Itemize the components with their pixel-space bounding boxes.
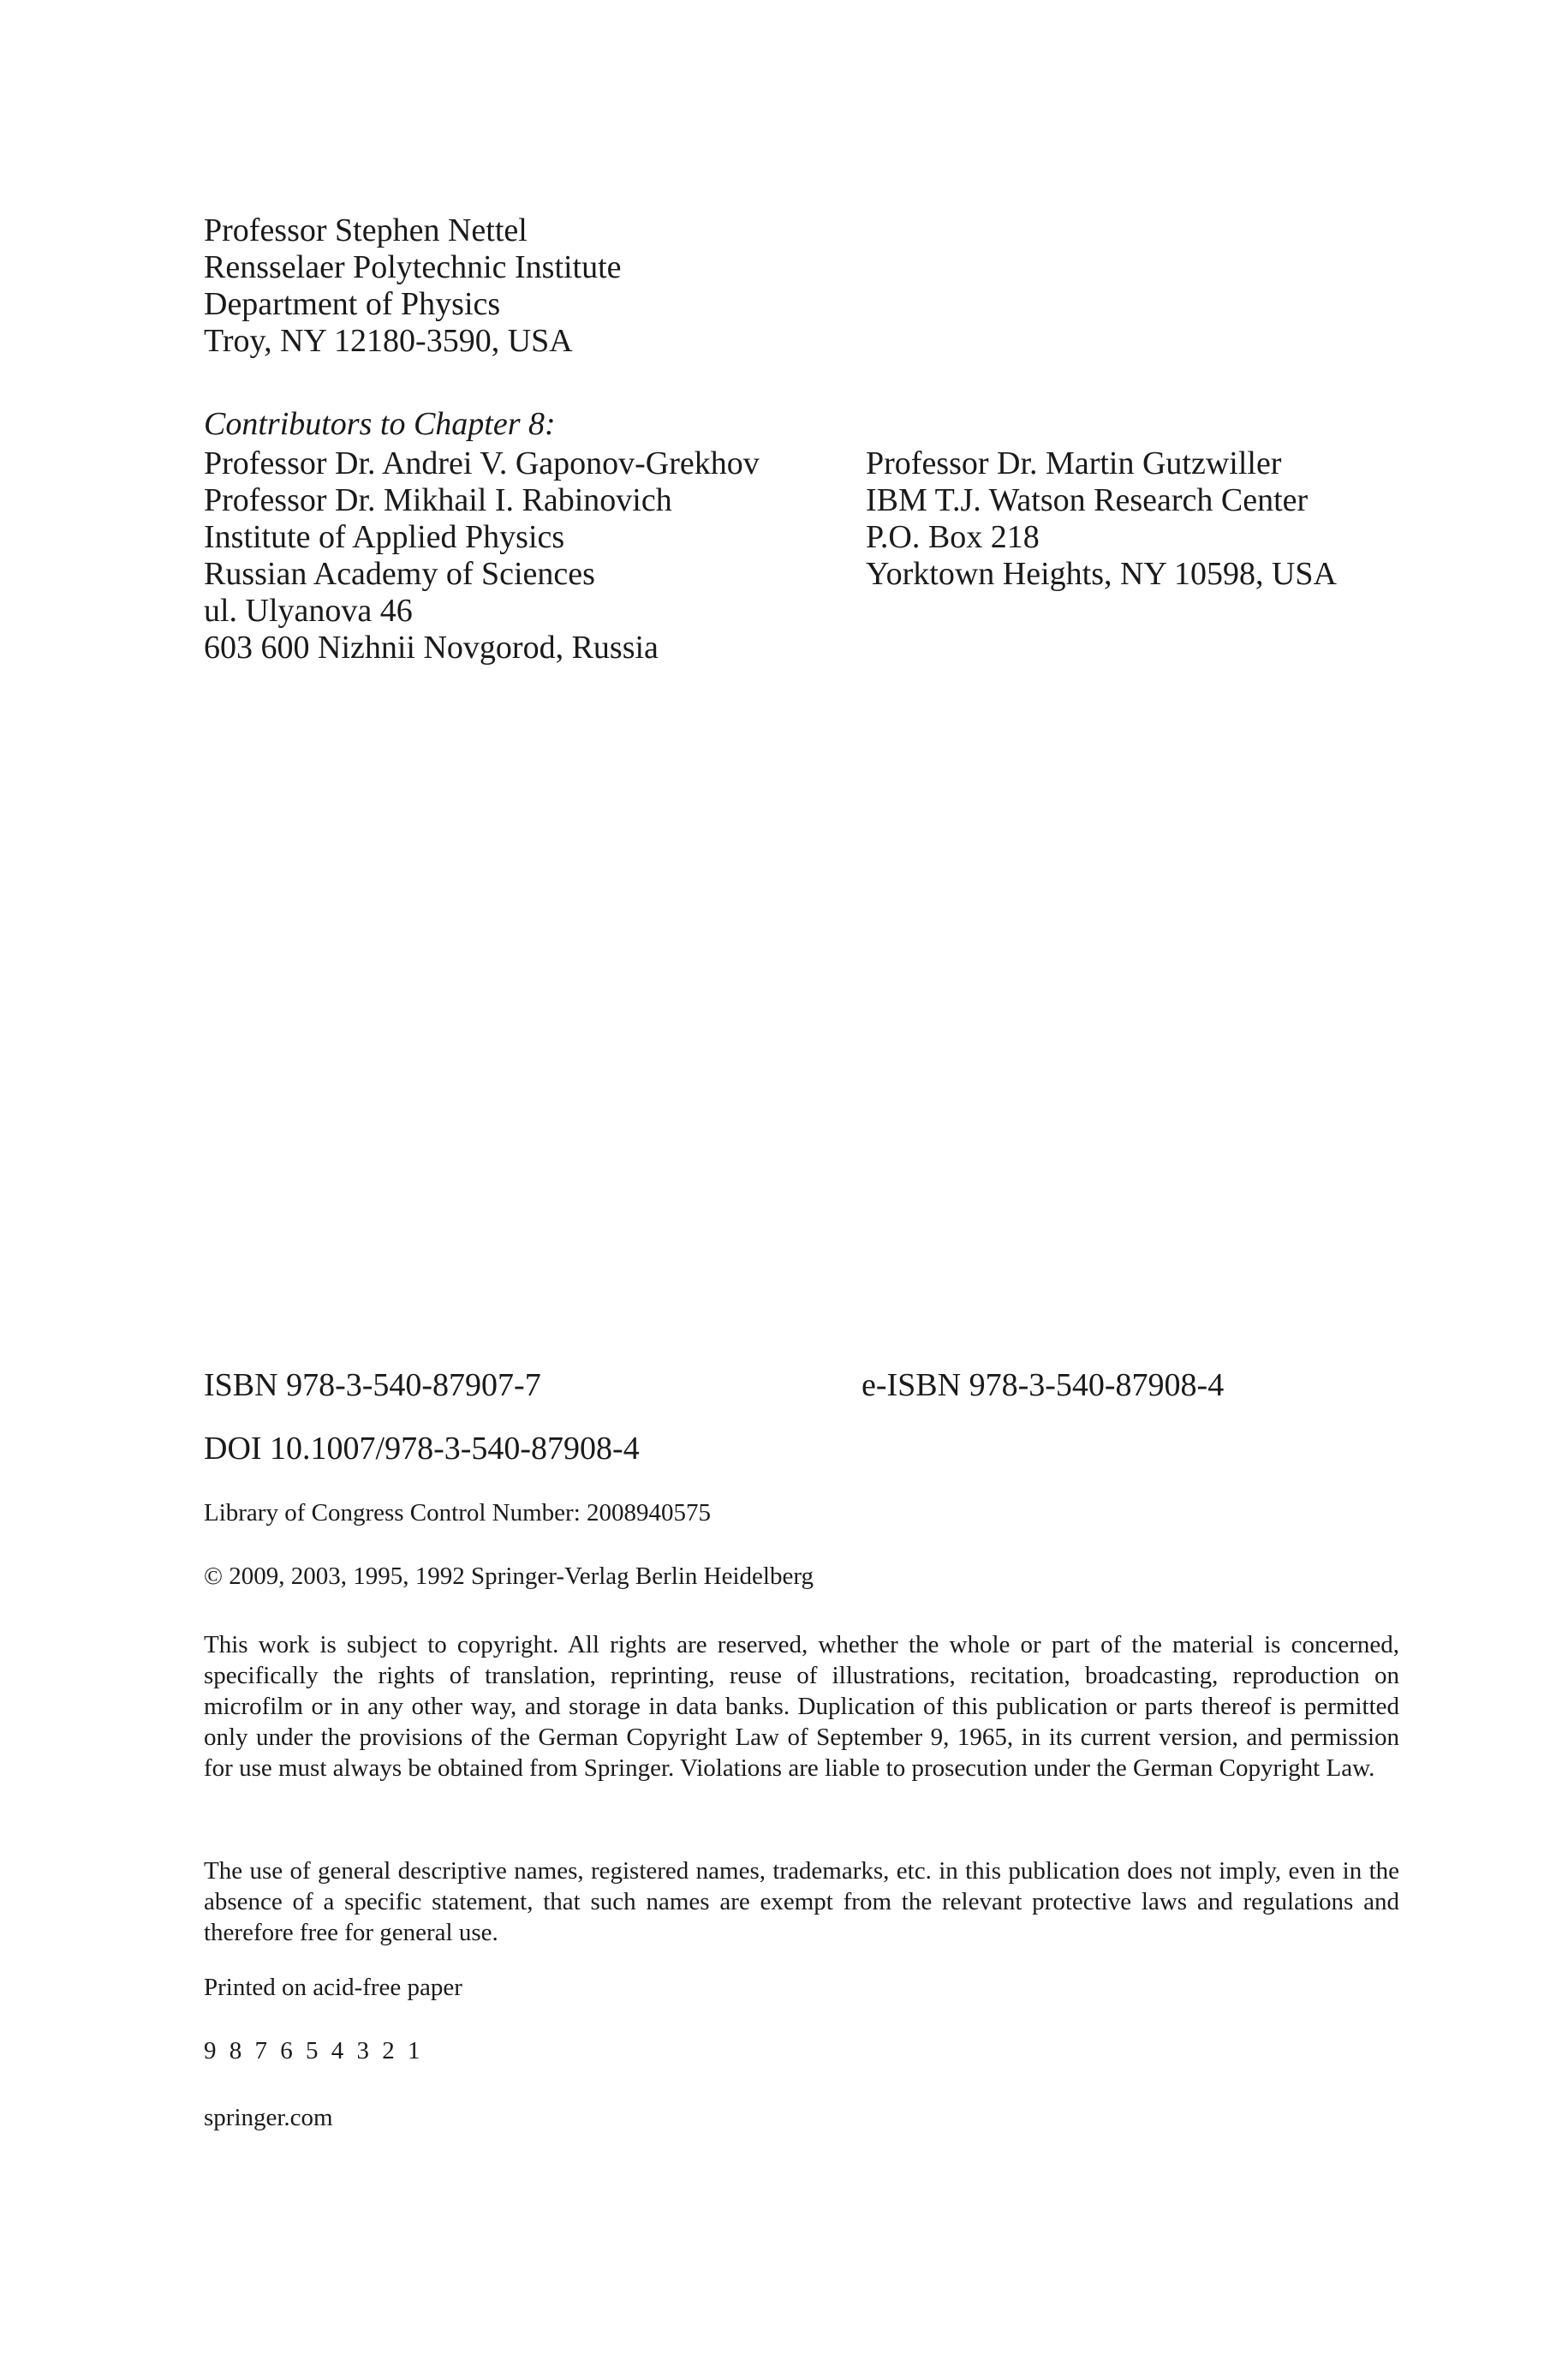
contributor-line: Russian Academy of Sciences bbox=[204, 556, 595, 592]
author-name: Professor Stephen Nettel bbox=[204, 212, 528, 248]
doi: DOI 10.1007/978-3-540-87908-4 bbox=[204, 1431, 640, 1467]
isbn: ISBN 978-3-540-87907-7 bbox=[204, 1367, 541, 1403]
printing-line: 9 8 7 6 5 4 3 2 1 bbox=[204, 2037, 424, 2064]
author-address bbox=[204, 212, 622, 360]
e-isbn: e-ISBN 978-3-540-87908-4 bbox=[862, 1367, 1225, 1403]
contributors-address-right bbox=[866, 445, 1337, 593]
contributor-line: Professor Dr. Martin Gutzwiller bbox=[866, 445, 1282, 481]
contributors-heading: Contributors to Chapter 8: bbox=[204, 406, 556, 442]
paper-note: Printed on acid-free paper bbox=[204, 1974, 462, 2001]
copyright-notice: © 2009, 2003, 1995, 1992 Springer-Verlag Berlin Heidelberg bbox=[204, 1562, 814, 1590]
contributor-line: 603 600 Nizhnii Novgorod, Russia bbox=[204, 630, 659, 666]
website: springer.com bbox=[204, 2104, 333, 2131]
trademark-paragraph: The use of general descriptive names, registered names, trademarks, etc. in this publication does not imply, even in the absence of a specific statement, that such names are exempt from the relevant protective laws and regulations and therefore free for general use. bbox=[204, 1857, 1399, 1946]
rights-paragraph: This work is subject to copyright. All rights are reserved, whether the whole or part of the material is concerned, specifically the rights of translation, reprinting, reuse of illustrations, recitation, broadcasting, reproduction on microfilm or in any other way, and storage in data banks. Duplication of this publication or parts thereof is permitted only under the provisions of the German Copyright Law of September 9, 1965, in its current version, and permission for use must always be obtained from Springer. Violations are liable to prosecution under the German Copyright Law. bbox=[204, 1631, 1399, 1782]
author-institution: Rensselaer Polytechnic Institute bbox=[204, 249, 622, 285]
contributor-line: Institute of Applied Physics bbox=[204, 519, 565, 555]
author-city: Troy, NY 12180-3590, USA bbox=[204, 323, 573, 359]
contributor-line: IBM T.J. Watson Research Center bbox=[866, 482, 1309, 518]
lccn: Library of Congress Control Number: 2008940575 bbox=[204, 1499, 712, 1527]
contributor-line: Professor Dr. Mikhail I. Rabinovich bbox=[204, 482, 672, 518]
contributor-line: ul. Ulyanova 46 bbox=[204, 593, 413, 629]
author-department: Department of Physics bbox=[204, 286, 501, 322]
contributor-line: Professor Dr. Andrei V. Gaponov-Grekhov bbox=[204, 445, 760, 481]
contributor-line: Yorktown Heights, NY 10598, USA bbox=[866, 556, 1337, 592]
contributor-line: P.O. Box 218 bbox=[866, 519, 1040, 555]
contributors-address-left bbox=[204, 445, 760, 666]
